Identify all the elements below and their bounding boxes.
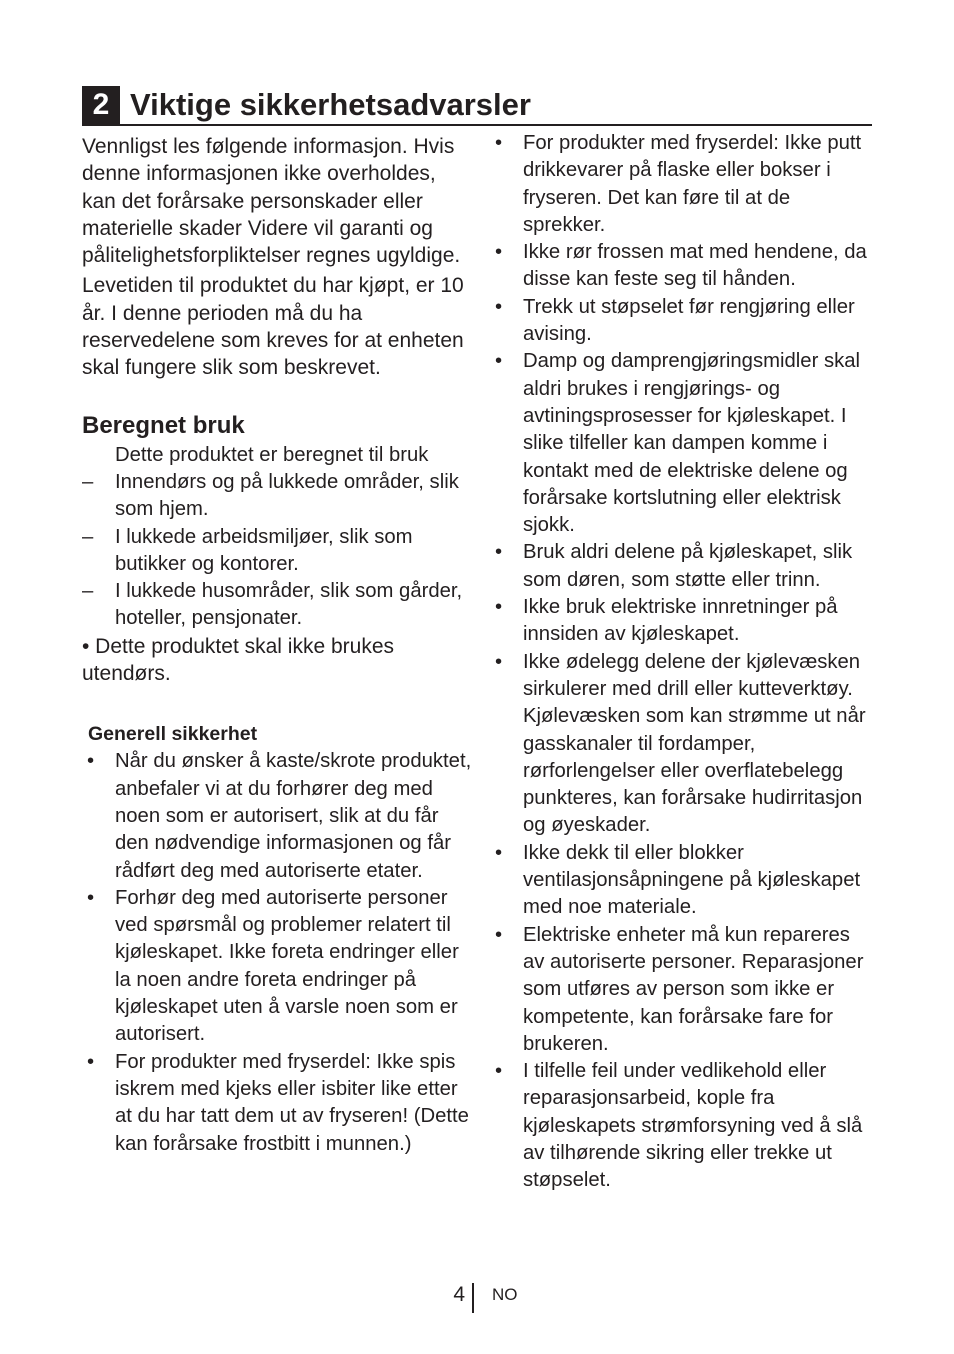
general-safety-heading: Generell sikkerhet bbox=[88, 723, 258, 746]
left-column bbox=[82, 133, 472, 1158]
page-number: 4 bbox=[453, 1283, 465, 1306]
footer-divider bbox=[472, 1283, 474, 1313]
list-item: • Ikke rør frossen mat med hendene, da disse kan feste seg til hånden. bbox=[490, 239, 875, 294]
intro-paragraph: Vennligst les følgende informasjon. Hvis denne informasjonen ikke overholdes, kan det forårsake personskader eller materielle skader Videre vil garanti og pålitelighetsforpliktelser regnes ugyldige. bbox=[82, 135, 461, 268]
list-item: • Bruk aldri delene på kjøleskapet, slik som døren, som støtte eller trinn. bbox=[490, 539, 875, 594]
section-header bbox=[82, 84, 872, 126]
intended-use-list bbox=[82, 469, 472, 633]
list-item: • Ikke bruk elektriske innretninger på innsiden av kjøleskapet. bbox=[490, 594, 875, 649]
general-safety-list-right bbox=[490, 130, 875, 1195]
intended-use-note: • Dette produktet skal ikke brukes utendørs. bbox=[82, 634, 394, 686]
list-item: – I lukkede arbeidsmiljøer, slik som butikker og kontorer. bbox=[82, 524, 472, 579]
intended-use-intro: Dette produktet er beregnet til bruk bbox=[115, 443, 429, 466]
language-code: NO bbox=[492, 1285, 518, 1304]
general-safety-list-left bbox=[82, 748, 472, 1157]
list-item: • Når du ønsker å kaste/skrote produktet, anbefaler vi at du forhører deg med noen som er autorisert, slik at du får den nødvendige informasjonen og får rådført deg med autoriserte etater. bbox=[82, 748, 472, 884]
list-item: • I tilfelle feil under vedlikehold eller reparasjonsarbeid, kople fra kjøleskapets strømforsyning ved å slå av tilhørende sikring eller trekke ut støpselet. bbox=[490, 1058, 875, 1194]
list-item: • For produkter med fryserdel: Ikke putt drikkevarer på flaske eller bokser i fryseren. Det kan føre til at de sprekker. bbox=[490, 130, 875, 239]
section-number: 2 bbox=[82, 86, 120, 124]
list-item: – I lukkede husområder, slik som gårder, hoteller, pensjonater. bbox=[82, 578, 472, 633]
intro-paragraph: Levetiden til produktet du har kjøpt, er 10 år. I denne perioden må du ha reservedelene som kreves for at enheten skal fungere slik som beskrevet. bbox=[82, 274, 464, 380]
list-item: • For produkter med fryserdel: Ikke spis iskrem med kjeks eller isbiter like etter at du har tatt dem ut av fryseren! (Dette kan forårsake frostbitt i munnen.) bbox=[82, 1049, 472, 1158]
list-item: • Ikke ødelegg delene der kjølevæsken sirkulerer med drill eller kutteverktøy. Kjølevæsken som kan strømme ut når gasskanaler til fordamper, rørforlengelser eller overflatebelegg punkteres, kan forårsake hudirritasjon og øyeskader. bbox=[490, 649, 875, 840]
right-column bbox=[490, 130, 875, 1195]
list-item: • Elektriske enheter må kun repareres av autoriserte personer. Reparasjoner som utføres av person som ikke er kompetente, kan forårsake fare for brukeren. bbox=[490, 922, 875, 1058]
list-item: • Trekk ut støpselet før rengjøring eller avising. bbox=[490, 294, 875, 349]
list-item: • Damp og damprengjøringsmidler skal aldri brukes i rengjørings- og avtiningsprosesser for kjøleskapet. I slike tilfeller kan dampen komme i kontakt med de elektriske delene og forårsake kortslutning eller elektrisk sjokk. bbox=[490, 348, 875, 539]
list-item: • Ikke dekk til eller blokker ventilasjonsåpningene på kjøleskapet med noe materiale. bbox=[490, 840, 875, 922]
section-title: Viktige sikkerhetsadvarsler bbox=[130, 87, 531, 122]
list-item: • Forhør deg med autoriserte personer ved spørsmål og problemer relatert til kjøleskapet. Ikke foreta endringer eller la noen andre foreta endringer på kjøleskapet uten å varsle noen som er autorisert. bbox=[82, 885, 472, 1049]
intended-use-heading: Beregnet bruk bbox=[82, 411, 245, 439]
list-item: – Innendørs og på lukkede områder, slik som hjem. bbox=[82, 469, 472, 524]
